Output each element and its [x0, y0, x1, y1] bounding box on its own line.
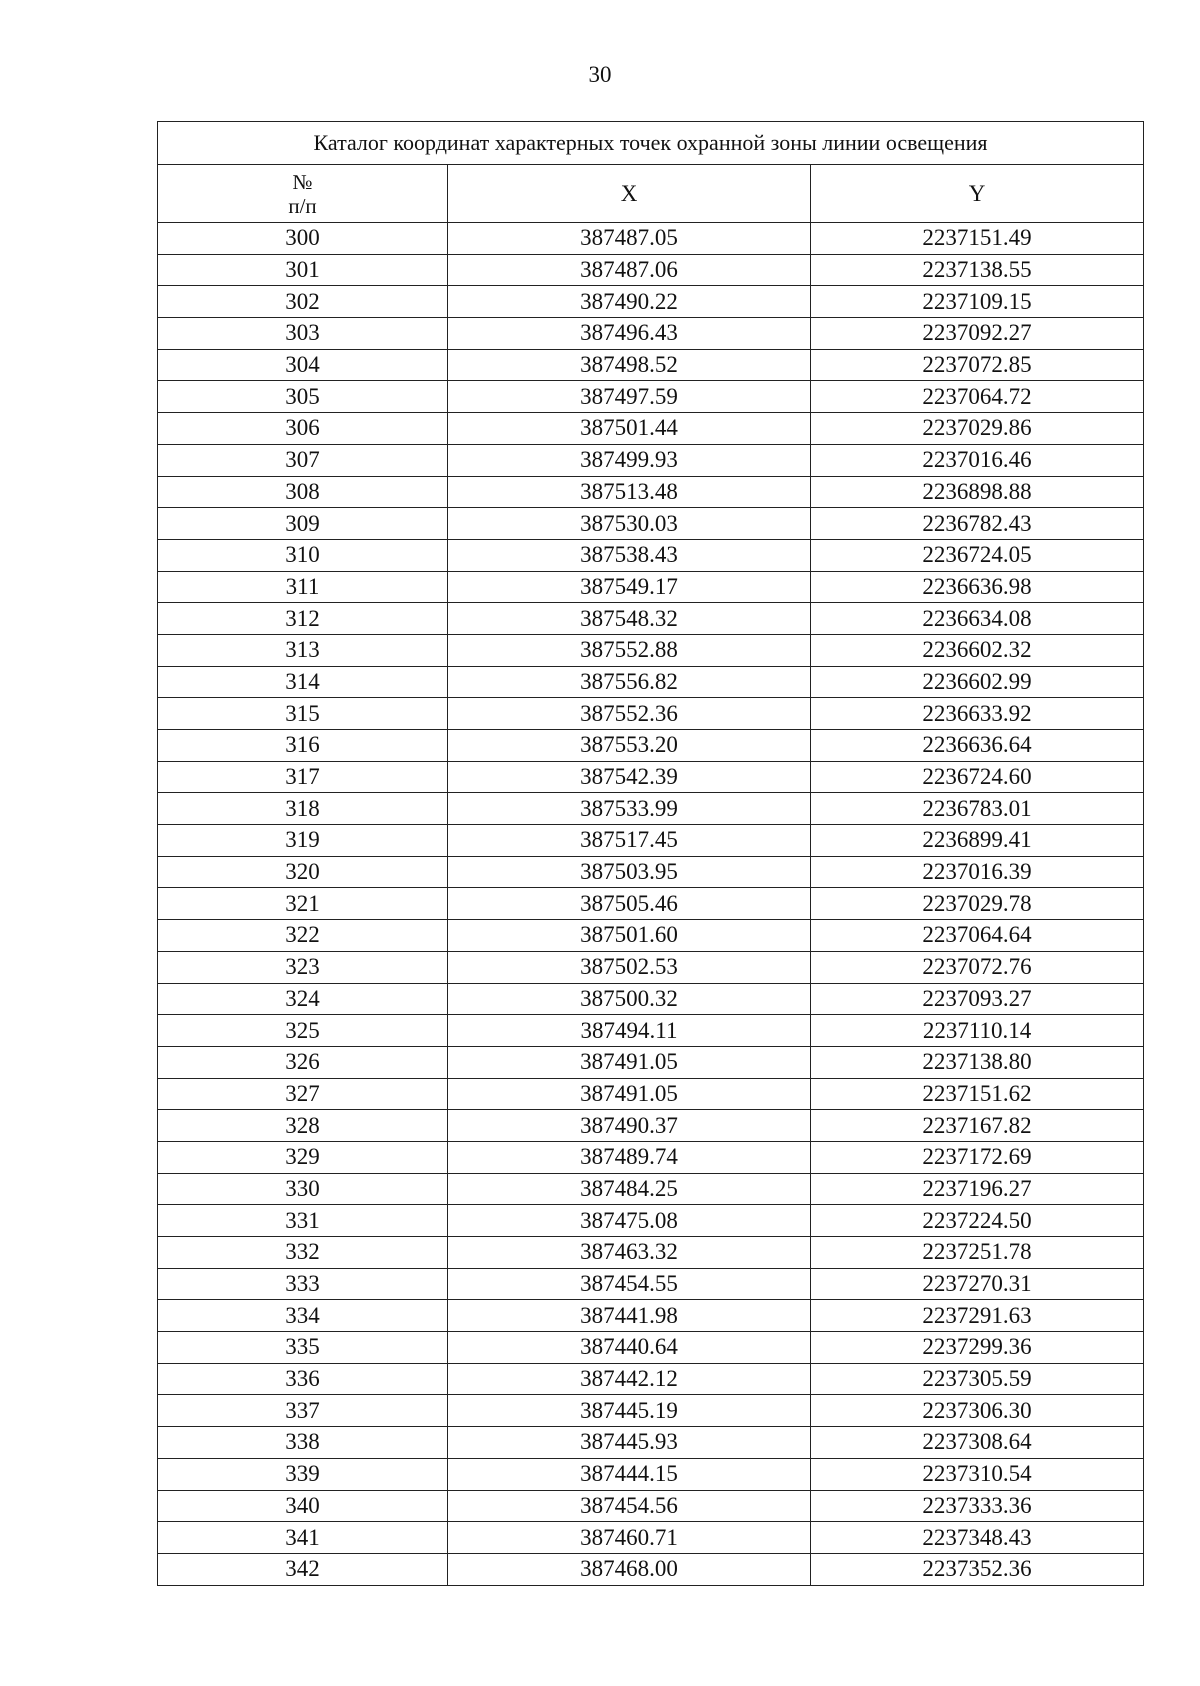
cell-y: 2237299.36	[811, 1332, 1144, 1364]
cell-y: 2236633.92	[811, 698, 1144, 730]
table-row	[158, 793, 1144, 825]
table-row	[158, 888, 1144, 920]
cell-x: 387498.52	[448, 349, 811, 381]
cell-y: 2237348.43	[811, 1522, 1144, 1554]
cell-y: 2237016.39	[811, 856, 1144, 888]
cell-y: 2237016.46	[811, 444, 1144, 476]
table-row	[158, 603, 1144, 635]
table-row	[158, 634, 1144, 666]
cell-x: 387501.60	[448, 920, 811, 952]
cell-x: 387454.55	[448, 1268, 811, 1300]
cell-x: 387490.37	[448, 1110, 811, 1142]
cell-x: 387500.32	[448, 983, 811, 1015]
cell-y: 2237072.85	[811, 349, 1144, 381]
cell-x: 387441.98	[448, 1300, 811, 1332]
table-row	[158, 1015, 1144, 1047]
cell-point-number: 303	[158, 318, 448, 350]
cell-y: 2236602.32	[811, 634, 1144, 666]
table-row	[158, 698, 1144, 730]
cell-point-number: 329	[158, 1141, 448, 1173]
cell-y: 2237306.30	[811, 1395, 1144, 1427]
cell-x: 387468.00	[448, 1553, 811, 1585]
cell-x: 387497.59	[448, 381, 811, 413]
cell-point-number: 307	[158, 444, 448, 476]
header-ordinal: п/п	[288, 193, 317, 218]
cell-point-number: 300	[158, 223, 448, 255]
cell-y: 2237064.72	[811, 381, 1144, 413]
table-row	[158, 666, 1144, 698]
header-point-number	[158, 165, 448, 223]
cell-y: 2237224.50	[811, 1205, 1144, 1237]
cell-point-number: 318	[158, 793, 448, 825]
table-row	[158, 1078, 1144, 1110]
cell-x: 387502.53	[448, 951, 811, 983]
cell-x: 387454.56	[448, 1490, 811, 1522]
table-row	[158, 476, 1144, 508]
cell-point-number: 321	[158, 888, 448, 920]
table-row	[158, 349, 1144, 381]
cell-point-number: 306	[158, 413, 448, 445]
cell-point-number: 333	[158, 1268, 448, 1300]
cell-point-number: 319	[158, 825, 448, 857]
cell-x: 387517.45	[448, 825, 811, 857]
table-row	[158, 413, 1144, 445]
cell-y: 2236898.88	[811, 476, 1144, 508]
table-row	[158, 761, 1144, 793]
cell-x: 387487.05	[448, 223, 811, 255]
cell-point-number: 327	[158, 1078, 448, 1110]
table-row	[158, 730, 1144, 762]
table-title: Каталог координат характерных точек охранной зоны линии освещения	[158, 122, 1144, 165]
cell-y: 2237093.27	[811, 983, 1144, 1015]
cell-y: 2236602.99	[811, 666, 1144, 698]
cell-point-number: 309	[158, 508, 448, 540]
cell-x: 387503.95	[448, 856, 811, 888]
cell-y: 2237333.36	[811, 1490, 1144, 1522]
cell-x: 387484.25	[448, 1173, 811, 1205]
cell-y: 2237308.64	[811, 1427, 1144, 1459]
cell-y: 2236636.98	[811, 571, 1144, 603]
cell-point-number: 339	[158, 1458, 448, 1490]
cell-x: 387505.46	[448, 888, 811, 920]
cell-x: 387442.12	[448, 1363, 811, 1395]
cell-point-number: 302	[158, 286, 448, 318]
cell-y: 2237352.36	[811, 1553, 1144, 1585]
cell-y: 2237291.63	[811, 1300, 1144, 1332]
cell-point-number: 334	[158, 1300, 448, 1332]
cell-x: 387445.93	[448, 1427, 811, 1459]
cell-x: 387553.20	[448, 730, 811, 762]
table-row	[158, 571, 1144, 603]
table-row	[158, 254, 1144, 286]
page-number: 30	[588, 62, 612, 87]
cell-point-number: 342	[158, 1553, 448, 1585]
cell-x: 387475.08	[448, 1205, 811, 1237]
cell-y: 2237251.78	[811, 1237, 1144, 1269]
table-row	[158, 1427, 1144, 1459]
cell-y: 2237196.27	[811, 1173, 1144, 1205]
cell-point-number: 335	[158, 1332, 448, 1364]
cell-y: 2237110.14	[811, 1015, 1144, 1047]
cell-x: 387542.39	[448, 761, 811, 793]
cell-x: 387445.19	[448, 1395, 811, 1427]
cell-y: 2236724.05	[811, 539, 1144, 571]
table-row	[158, 856, 1144, 888]
cell-x: 387552.36	[448, 698, 811, 730]
cell-x: 387496.43	[448, 318, 811, 350]
cell-y: 2236783.01	[811, 793, 1144, 825]
table-row	[158, 1300, 1144, 1332]
cell-x: 387489.74	[448, 1141, 811, 1173]
cell-point-number: 331	[158, 1205, 448, 1237]
cell-point-number: 325	[158, 1015, 448, 1047]
cell-point-number: 320	[158, 856, 448, 888]
cell-x: 387444.15	[448, 1458, 811, 1490]
table-row	[158, 951, 1144, 983]
cell-point-number: 316	[158, 730, 448, 762]
cell-y: 2236899.41	[811, 825, 1144, 857]
cell-point-number: 336	[158, 1363, 448, 1395]
table-row	[158, 1237, 1144, 1269]
table-row	[158, 825, 1144, 857]
cell-point-number: 315	[158, 698, 448, 730]
cell-x: 387549.17	[448, 571, 811, 603]
cell-x: 387463.32	[448, 1237, 811, 1269]
table-row	[158, 920, 1144, 952]
cell-point-number: 332	[158, 1237, 448, 1269]
header-y: Y	[811, 165, 1144, 223]
cell-point-number: 341	[158, 1522, 448, 1554]
table-row	[158, 444, 1144, 476]
table-row	[158, 1110, 1144, 1142]
cell-point-number: 317	[158, 761, 448, 793]
header-x: X	[448, 165, 811, 223]
cell-x: 387501.44	[448, 413, 811, 445]
table-row	[158, 1522, 1144, 1554]
table-row	[158, 1173, 1144, 1205]
table-row	[158, 223, 1144, 255]
cell-y: 2237092.27	[811, 318, 1144, 350]
table-row	[158, 1332, 1144, 1364]
table-row	[158, 1458, 1144, 1490]
cell-x: 387552.88	[448, 634, 811, 666]
cell-x: 387491.05	[448, 1046, 811, 1078]
cell-x: 387538.43	[448, 539, 811, 571]
cell-y: 2237270.31	[811, 1268, 1144, 1300]
cell-y: 2237151.49	[811, 223, 1144, 255]
cell-point-number: 311	[158, 571, 448, 603]
cell-y: 2236636.64	[811, 730, 1144, 762]
cell-x: 387556.82	[448, 666, 811, 698]
cell-point-number: 308	[158, 476, 448, 508]
table-row	[158, 539, 1144, 571]
cell-point-number: 326	[158, 1046, 448, 1078]
cell-point-number: 301	[158, 254, 448, 286]
cell-point-number: 337	[158, 1395, 448, 1427]
table-row	[158, 1395, 1144, 1427]
table-row	[158, 508, 1144, 540]
cell-point-number: 304	[158, 349, 448, 381]
cell-y: 2237029.86	[811, 413, 1144, 445]
cell-y: 2237167.82	[811, 1110, 1144, 1142]
coordinate-catalog-table	[157, 121, 1144, 1586]
cell-point-number: 314	[158, 666, 448, 698]
table-body	[158, 223, 1144, 1586]
cell-y: 2237172.69	[811, 1141, 1144, 1173]
cell-x: 387460.71	[448, 1522, 811, 1554]
cell-point-number: 340	[158, 1490, 448, 1522]
cell-x: 387490.22	[448, 286, 811, 318]
cell-y: 2236634.08	[811, 603, 1144, 635]
cell-y: 2237138.55	[811, 254, 1144, 286]
cell-point-number: 338	[158, 1427, 448, 1459]
cell-y: 2237305.59	[811, 1363, 1144, 1395]
cell-x: 387487.06	[448, 254, 811, 286]
cell-y: 2237109.15	[811, 286, 1144, 318]
table-row	[158, 1363, 1144, 1395]
cell-x: 387440.64	[448, 1332, 811, 1364]
cell-point-number: 330	[158, 1173, 448, 1205]
cell-x: 387499.93	[448, 444, 811, 476]
table-row	[158, 1141, 1144, 1173]
table-row	[158, 983, 1144, 1015]
table-row	[158, 1268, 1144, 1300]
table-row	[158, 318, 1144, 350]
cell-y: 2237151.62	[811, 1078, 1144, 1110]
cell-y: 2237310.54	[811, 1458, 1144, 1490]
table-row	[158, 1490, 1144, 1522]
cell-x: 387530.03	[448, 508, 811, 540]
header-number-sign: №	[292, 169, 313, 194]
cell-point-number: 323	[158, 951, 448, 983]
cell-y: 2237138.80	[811, 1046, 1144, 1078]
cell-y: 2236782.43	[811, 508, 1144, 540]
cell-point-number: 324	[158, 983, 448, 1015]
cell-y: 2237064.64	[811, 920, 1144, 952]
cell-x: 387533.99	[448, 793, 811, 825]
cell-y: 2237029.78	[811, 888, 1144, 920]
table-row	[158, 381, 1144, 413]
table-row	[158, 1553, 1144, 1585]
cell-point-number: 312	[158, 603, 448, 635]
table-row	[158, 1205, 1144, 1237]
cell-x: 387513.48	[448, 476, 811, 508]
cell-point-number: 310	[158, 539, 448, 571]
table-row	[158, 286, 1144, 318]
cell-point-number: 328	[158, 1110, 448, 1142]
cell-y: 2236724.60	[811, 761, 1144, 793]
cell-point-number: 322	[158, 920, 448, 952]
cell-x: 387491.05	[448, 1078, 811, 1110]
cell-x: 387494.11	[448, 1015, 811, 1047]
cell-x: 387548.32	[448, 603, 811, 635]
cell-y: 2237072.76	[811, 951, 1144, 983]
cell-point-number: 305	[158, 381, 448, 413]
cell-point-number: 313	[158, 634, 448, 666]
table-row	[158, 1046, 1144, 1078]
